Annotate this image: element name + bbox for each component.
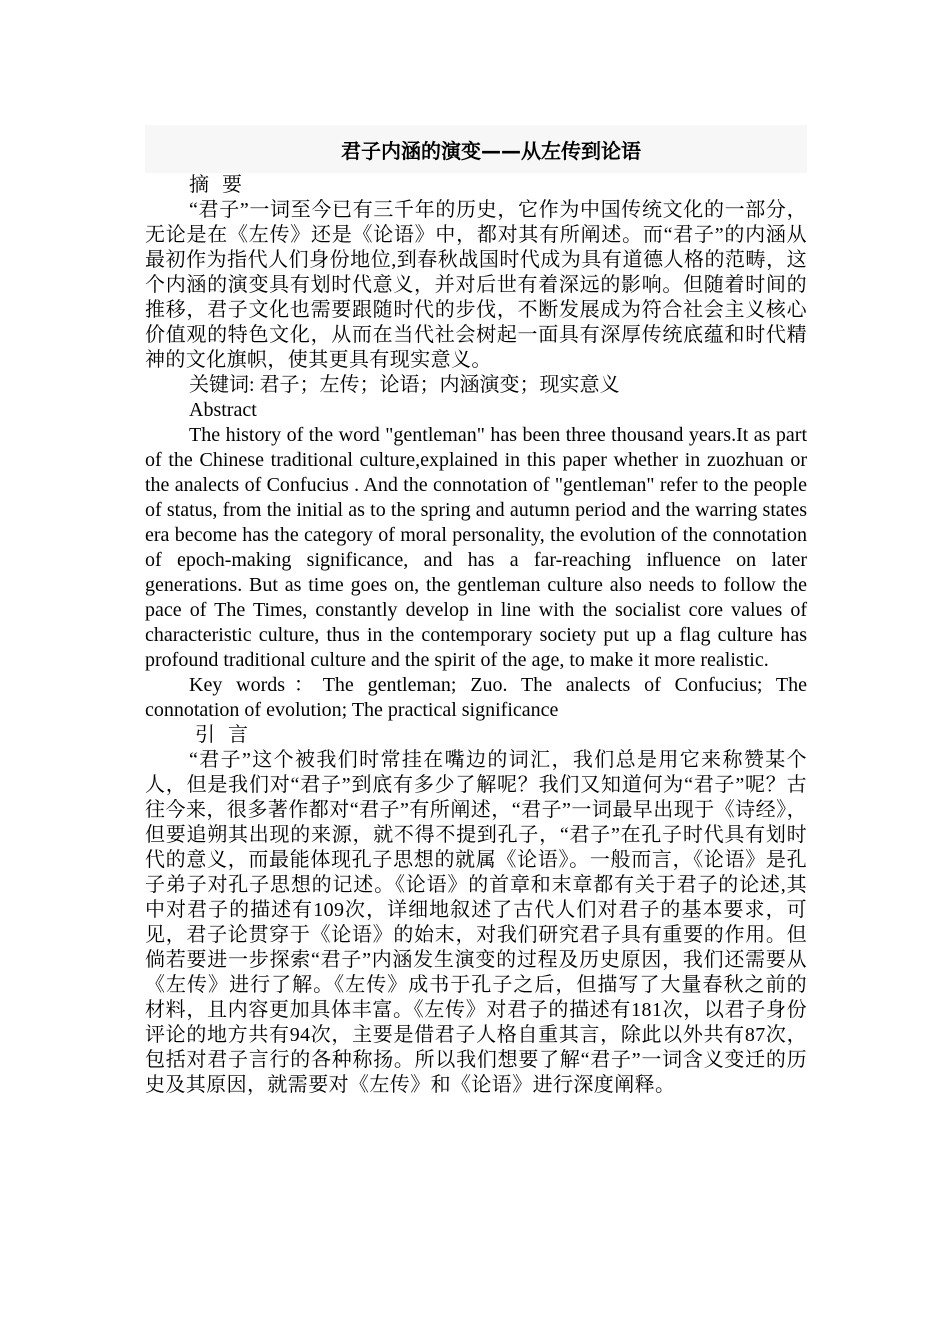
introduction-heading: 引 言 (195, 724, 252, 746)
document-title: 君子内涵的演变——从左传到论语 (341, 138, 641, 163)
introduction-body: “君子”这个被我们时常挂在嘴边的词汇，我们总是用它来称赞某个人，但是我们对“君子”到底有多少了解呢？我们又知道何为“君子”呢？古往今来，很多著作都对“君子”有所阐述，“君子”一词最早出现于《诗经》，但要追朔其出现的来源，就不得不提到孔子，“君子”在孔子时代具有划时代的意义，而最能体现孔子思想的就属《论语》。一般而言，《论语》是孔子弟子对孔子思想的记述。《论语》的首章和末章都有关于君子的论述,其中对君子的描述有109次，详细地叙述了古代人们对君子的基本要求，可见，君子论贯穿于《论语》的始末，对我们研究君子具有重要的作用。但倘若要进一步探索“君子”内涵发生演变的过程及历史原因，我们还需要从 《左传》进行了解。《左传》成书于孔子之后，但描写了大量春秋之前的材料，且内容更加具体丰富。《左传》对君子的描述有181次，以君子身份评论的地方共有94次，主要是借君子人格自重其言，除此以外共有87次，包括对君子言行的各种称扬。所以我们想要了解“君子”一词含义变迁的历史及其原因，就需要对《左传》和《论语》进行深度阐释。 (145, 749, 807, 1096)
abstract-en-heading: Abstract (189, 399, 257, 421)
abstract-en-body: The history of the word "gentleman" has been three thousand years.It as part of the Chinese traditional culture,explained in this paper whether in zuozhuan or the analects of Confucius . And the connotation of "gentleman" refer to the people of status, from the initial as to the spring and autumn period and the warring states era become has the category of moral personality, the evolution of the connotation of epoch-making significance, and has a far-reaching influence on later generations. But as time goes on, the gentleman culture also needs to follow the pace of The Times, constantly develop in line with the socialist core values of characteristic culture, thus in the contemporary society put up a flag culture has profound traditional culture and the spirit of the age, to make it more realistic. (145, 424, 807, 671)
keywords-cn: 关键词: 君子；左传；论语；内涵演变；现实意义 (189, 374, 620, 396)
abstract-cn-body: “君子”一词至今已有三千年的历史，它作为中国传统文化的一部分，无论是在《左传》还是《论语》中，都对其有所阐述。而“君子”的内涵从最初作为指代人们身份地位,到春秋战国时代成为具有道德人格的范畴，这个内涵的演变具有划时代意义，并对后世有着深远的影响。但随着时间的推移，君子文化也需要跟随时代的步伐，不断发展成为符合社会主义核心价值观的特色文化，从而在当代社会树起一面具有深厚传统底蕴和时代精神的文化旗帜，使其更具有现实意义。 (145, 199, 807, 371)
document-page (145, 125, 807, 1098)
abstract-cn-heading: 摘 要 (189, 174, 246, 196)
title-bar (145, 125, 807, 173)
keywords-en: Key words：The gentleman; Zuo. The analects of Confucius; The connotation of evolution; The practical significance (145, 674, 807, 721)
